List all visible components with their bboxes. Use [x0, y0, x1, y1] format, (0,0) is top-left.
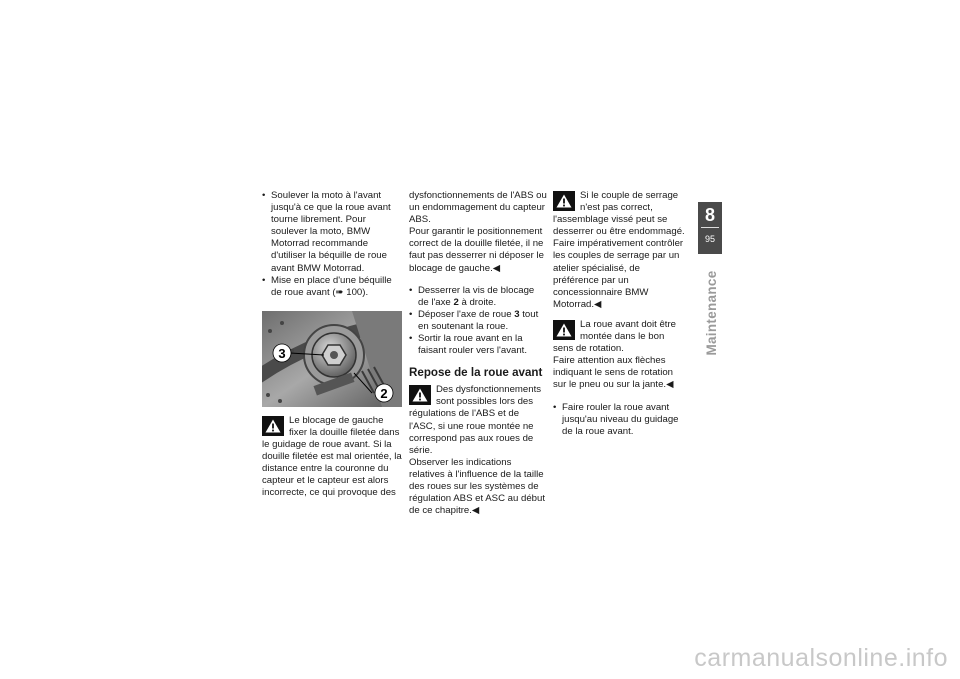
- list-item: • Soulever la moto à l'avant jusqu'à ce que la roue avant tourne librement. Pour soulever la moto, BMW Motorrad recommande d'utiliser la béquille de roue avant BMW Motorrad.: [262, 190, 402, 275]
- install-steps-list: [553, 402, 687, 438]
- section-heading: Repose de la roue avant: [409, 366, 543, 380]
- list-item: • Desserrer la vis de blocage de l'axe 2 à droite.: [409, 285, 547, 309]
- lift-steps-list: [262, 190, 402, 299]
- column-3: [553, 190, 687, 438]
- column-2: [409, 190, 547, 517]
- column-1: [262, 190, 402, 500]
- warning-continuation: dysfonctionnements de l'ABS ou un endommagement du capteur ABS.: [409, 190, 547, 226]
- part-number: 2: [453, 296, 459, 308]
- warning-icon: [262, 416, 284, 436]
- chapter-title: Maintenance: [704, 270, 719, 356]
- paragraph: Pour garantir le positionnement correct de la douille filetée, il ne faut pas desserrer ni déposer le blocage de gauche.◀: [409, 226, 544, 274]
- wheel-axle-photo: [262, 311, 402, 407]
- removal-steps-list: [409, 285, 547, 358]
- warning-block: [553, 190, 687, 238]
- warning-text: La roue avant doit être montée dans le bon sens de rotation.: [553, 318, 677, 355]
- list-item: • Mise en place d'une béquille de roue avant (➠ 100).: [262, 275, 402, 299]
- warning-icon: [553, 191, 575, 211]
- callout-3-label: 3: [278, 345, 286, 361]
- warning-text: Des dysfonctionnements sont possibles lors des régulations de l'ABS et de l'ASC, si une roue montée ne correspond pas aux roues de série.: [409, 384, 542, 456]
- warning-text: Le blocage de gauche fixer la douille filetée dans le guidage de roue avant. Si la douille filetée est mal orientée, la distance entre la couronne du capteur et le capteur est alors incorrecte, ce qui provoque des: [262, 414, 402, 499]
- warning-text: Si le couple de serrage n'est pas correct, l'assemblage vissé peut se desserrer ou être endommagé.: [553, 190, 685, 238]
- warning-icon: [553, 320, 575, 340]
- warning-icon: [409, 385, 431, 405]
- warning-block: [262, 415, 402, 500]
- paragraph: Observer les indications relatives à l'influence de la taille des roues sur les systèmes de régulation ABS et ASC au début de ce chapitre.◀: [409, 456, 546, 517]
- paragraph: Faire impérativement contrôler les couples de serrage par un atelier spécialisé, de préférence par un concessionnaire BMW Motorrad.◀: [553, 238, 684, 310]
- warning-block: [409, 384, 547, 457]
- callout-2-label: 2: [380, 385, 388, 401]
- chapter-tab: [698, 202, 722, 254]
- watermark: carmanualsonline.info: [694, 644, 948, 672]
- page-number: 95: [704, 234, 715, 244]
- list-item: • Déposer l'axe de roue 3 tout en soutenant la roue.: [409, 309, 547, 333]
- part-number: 3: [514, 308, 520, 320]
- warning-block: [553, 319, 687, 355]
- wheel-axle-illustration: [262, 311, 402, 407]
- chapter-number: 8: [704, 205, 715, 225]
- list-item: • Sortir la roue avant en la faisant rouler vers l'avant.: [409, 333, 547, 357]
- paragraph: Faire attention aux flèches indiquant le sens de rotation sur le pneu ou sur la jante.◀: [553, 355, 674, 391]
- list-item: • Faire rouler la roue avant jusqu'au niveau du guidage de la roue avant.: [553, 402, 687, 438]
